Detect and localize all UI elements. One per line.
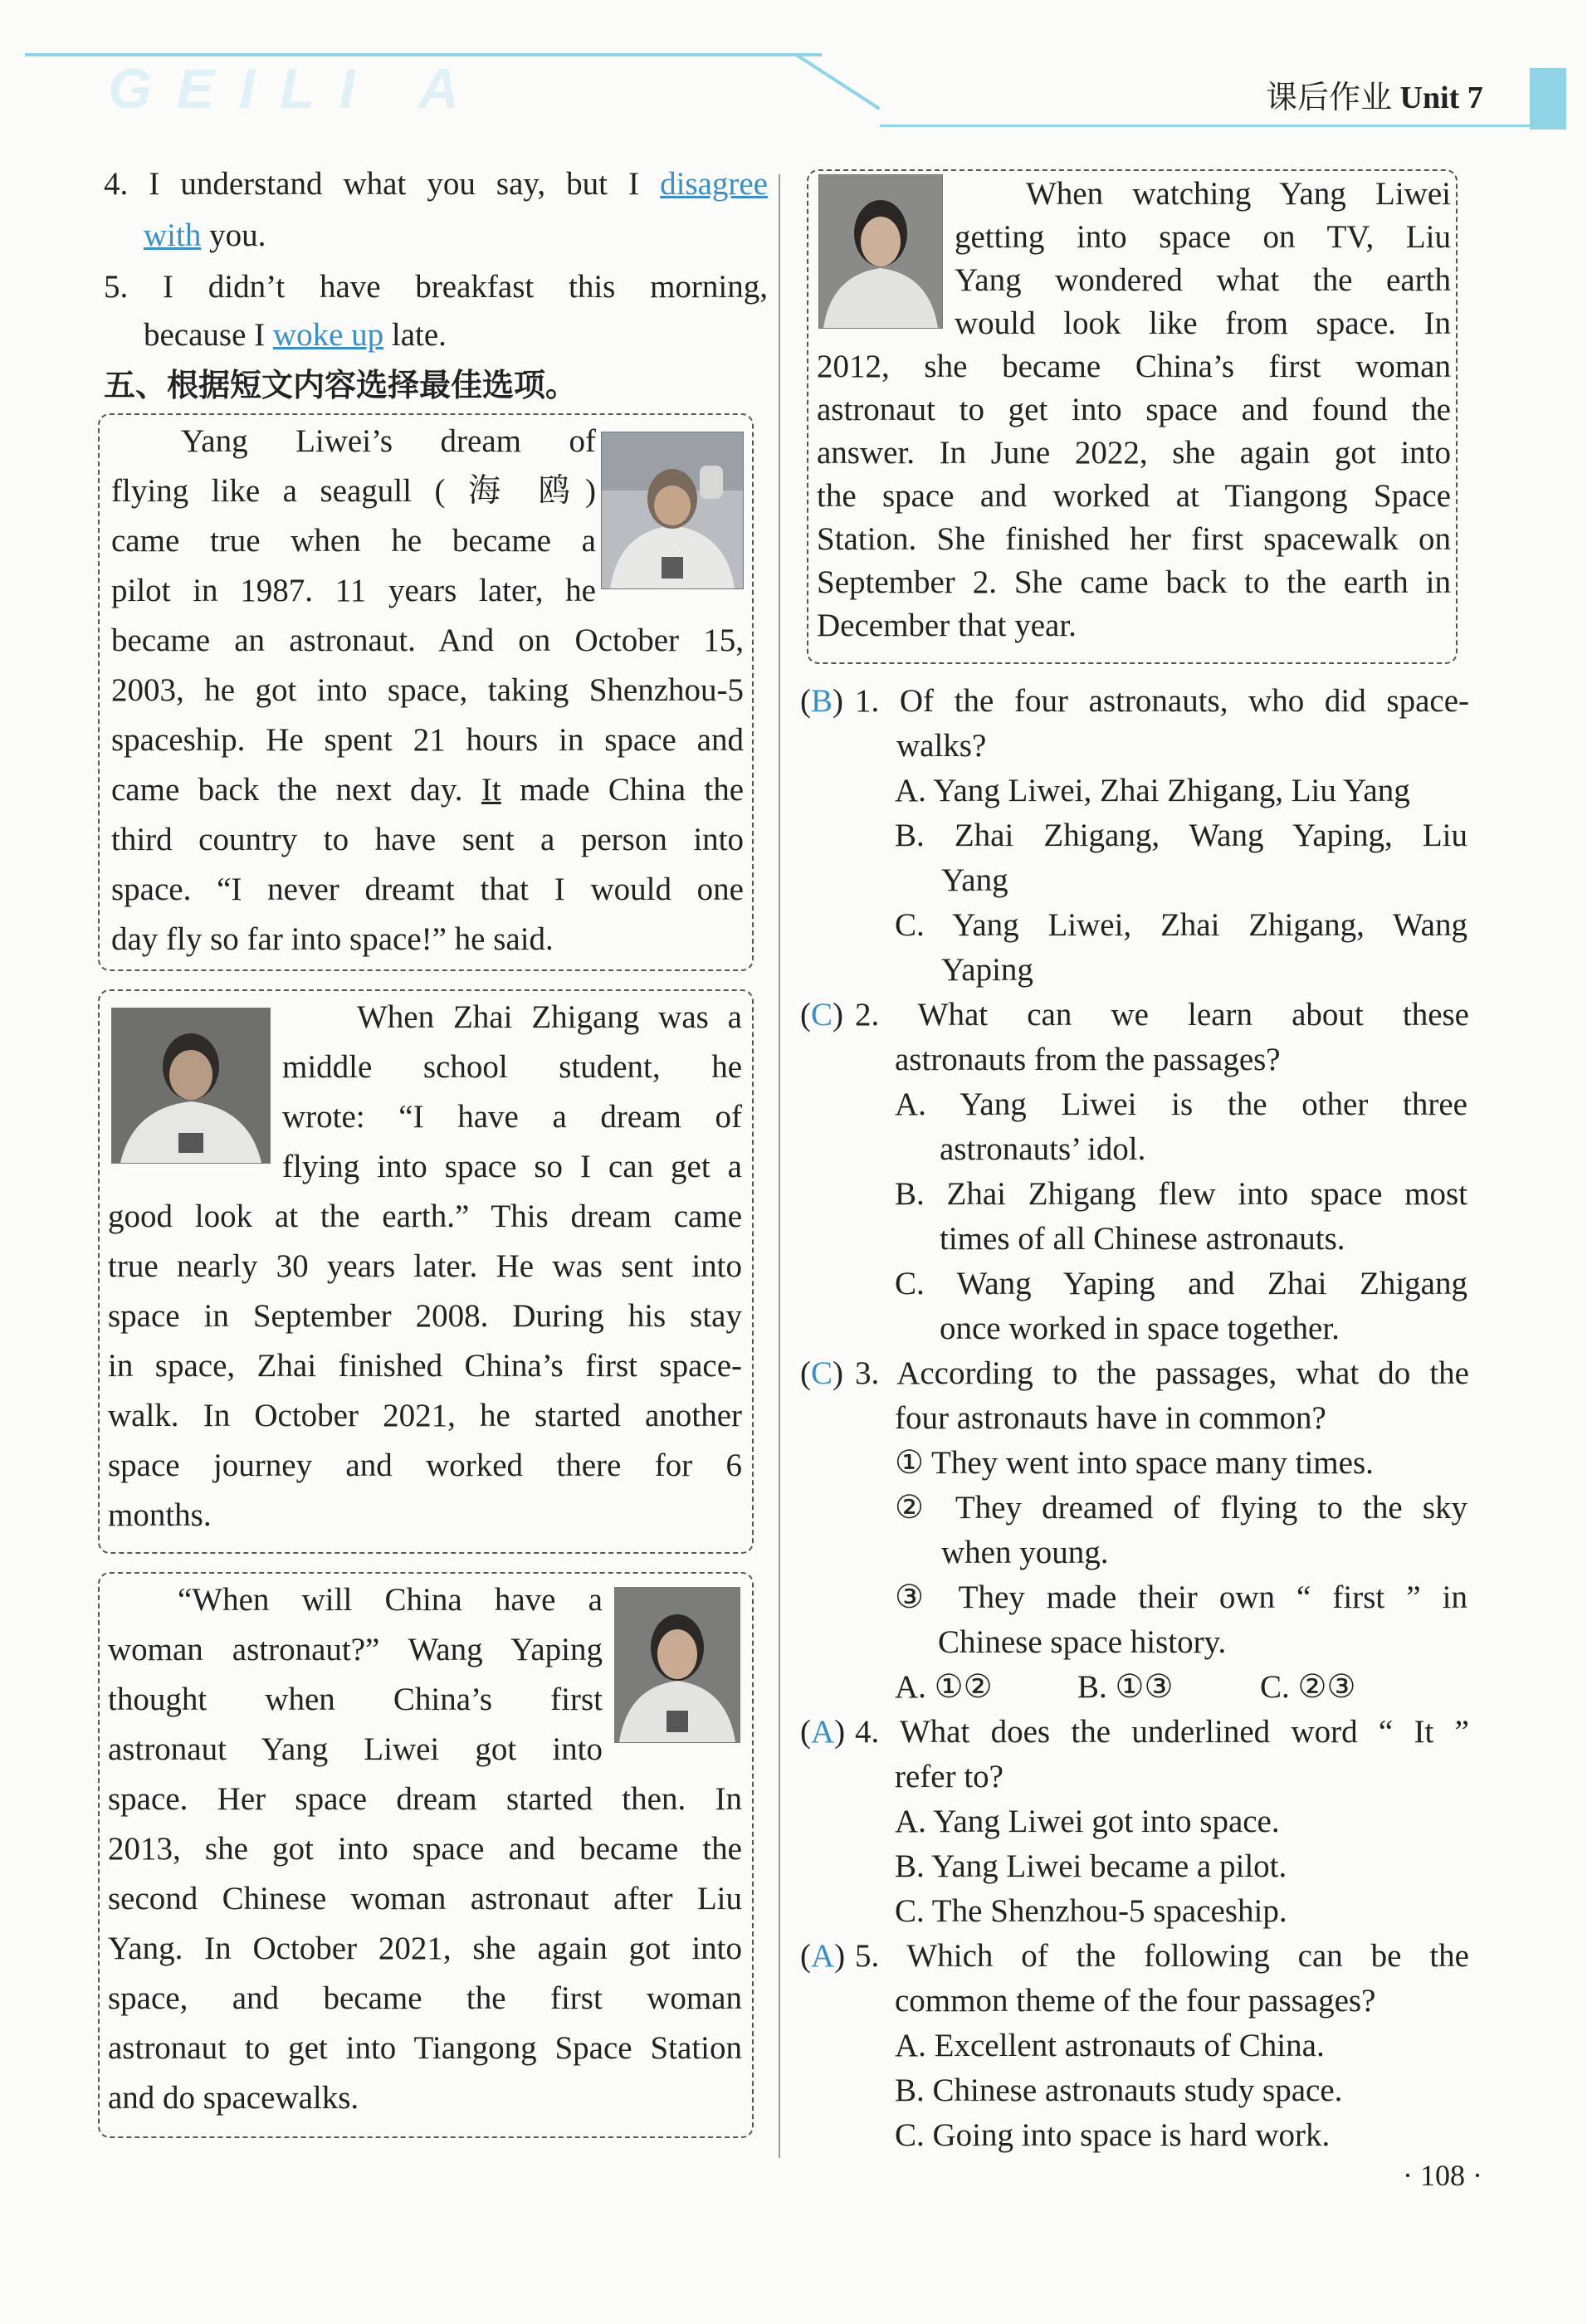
astronaut-photo-wang-yaping — [614, 1587, 740, 1743]
item-4-line2 — [144, 211, 266, 261]
passage-1-line: spaceship. He spent 21 hours in space and — [111, 722, 744, 758]
astronaut-photo-yang-liwei — [601, 432, 744, 589]
item-5-text-end: late. — [391, 317, 447, 353]
q4-stem: 4. What does the underlined word “ It ” — [855, 1714, 1469, 1750]
passage-4-line: Station. She finished her first spacewalk on — [817, 521, 1451, 557]
header-title-unit: Unit 7 — [1399, 81, 1483, 115]
q1-option-a: A. Yang Liwei, Zhai Zhigang, Liu Yang — [895, 773, 1410, 808]
passage-4-line: getting into space on TV, Liu — [955, 219, 1451, 255]
q4-option-a: A. Yang Liwei got into space. — [895, 1804, 1280, 1839]
passage-2-line: flying into space so I can get a — [282, 1149, 742, 1184]
passage-4-line: answer. In June 2022, she again got into — [817, 435, 1451, 471]
item-5-line2 — [144, 310, 447, 360]
underlined-word-it: It — [481, 772, 501, 808]
q2-option-a: A. Yang Liwei is the other three — [895, 1086, 1467, 1122]
q4-answer: A — [811, 1714, 835, 1750]
q5-option-b: B. Chinese astronauts study space. — [895, 2073, 1343, 2108]
passage-1-line: day fly so far into space!” he said. — [111, 921, 554, 957]
passage-4-line: would look like from space. In — [955, 305, 1451, 341]
q2-stem: 2. What can we learn about these — [855, 997, 1469, 1033]
header-tab — [1530, 68, 1566, 129]
passage-4-line: 2012, she became China’s first woman — [817, 349, 1451, 384]
passage-1-text: came back the next day. — [111, 772, 463, 808]
passage-2-line: in space, Zhai finished China’s first space- — [108, 1348, 742, 1384]
q5-stem: 5. Which of the following can be the — [855, 1938, 1469, 1974]
passage-3-line: Yang. In October 2021, she again got into — [108, 1931, 742, 1966]
passage-3-line: space, and became the first woman — [108, 1980, 742, 2016]
passage-3-line: 2013, she got into space and became the — [108, 1831, 742, 1867]
item-4-text-end: you. — [209, 217, 266, 253]
q1-option-c: C. Yang Liwei, Zhai Zhigang, Wang — [895, 907, 1467, 943]
passage-2-line: months. — [108, 1497, 212, 1533]
q5-answer: A — [811, 1938, 835, 1974]
passage-3-line: astronaut to get into Tiangong Space Station — [108, 2030, 742, 2066]
passage-2-line: space journey and worked there for 6 — [108, 1448, 742, 1483]
passage-1-line: flying like a seagull ( 海 鸥) — [111, 473, 596, 509]
passage-2-line: wrote: “I have a dream of — [282, 1099, 742, 1135]
q5-answer-bracket: (A) — [800, 1938, 846, 1974]
section-title: 五、根据短文内容选择最佳选项。 — [104, 367, 578, 403]
q3-statement-3: ③ They made their own “ first ” in — [895, 1579, 1467, 1615]
column-divider — [779, 174, 780, 2158]
q3-statement-2: when young. — [941, 1535, 1109, 1570]
passage-1-line: Yang Liwei’s dream of — [181, 423, 596, 459]
passage-1-line: became an astronaut. And on October 15, — [111, 622, 744, 658]
q2-answer-bracket: (C) — [800, 997, 844, 1033]
q1-option-c: Yaping — [941, 952, 1033, 988]
astronaut-photo-zhai-zhigang — [111, 1008, 271, 1164]
q3-statement-3: Chinese space history. — [938, 1624, 1227, 1660]
passage-4-line: astronaut to get into space and found the — [817, 392, 1451, 427]
passage-2-line: When Zhai Zhigang was a — [357, 999, 742, 1035]
passage-2-line: good look at the earth.” This dream came — [108, 1199, 742, 1234]
q3-statement-1: ① They went into space many times. — [895, 1445, 1374, 1481]
q3-option-b: B. ①③ — [1077, 1669, 1174, 1705]
q4-stem: refer to? — [895, 1759, 1003, 1794]
passage-1-line: 2003, he got into space, taking Shenzhou-5 — [111, 672, 744, 708]
item-4-answer-1: disagree — [660, 166, 768, 202]
passage-3-line: “When will China have a — [178, 1582, 603, 1618]
q1-stem: 1. Of the four astronauts, who did space- — [855, 683, 1469, 719]
item-4-answer-2: with — [144, 217, 202, 253]
q3-answer-bracket: (C) — [800, 1355, 844, 1391]
passage-1-line — [111, 765, 744, 815]
passage-2-line: middle school student, he — [282, 1049, 742, 1085]
page-number: · 108 · — [1403, 2159, 1482, 2192]
passage-2-line: space in September 2008. During his stay — [108, 1298, 742, 1334]
q1-answer: B — [811, 683, 833, 719]
q2-option-b: B. Zhai Zhigang flew into space most — [895, 1176, 1467, 1212]
passage-2-line: walk. In October 2021, he started another — [108, 1398, 742, 1433]
q2-stem: astronauts from the passages? — [895, 1042, 1281, 1077]
q2-option-a: astronauts’ idol. — [940, 1131, 1146, 1167]
passage-4-line: September 2. She came back to the earth in — [817, 564, 1451, 600]
q2-answer: C — [811, 997, 833, 1033]
q1-option-b: B. Zhai Zhigang, Wang Yaping, Liu — [895, 818, 1467, 853]
q4-option-c: C. The Shenzhou-5 spaceship. — [895, 1893, 1287, 1929]
q2-option-c: C. Wang Yaping and Zhai Zhigang — [895, 1266, 1467, 1301]
item-4-text: 4. I understand what you say, but I — [104, 166, 640, 202]
passage-3-line: space. Her space dream started then. In — [108, 1781, 742, 1817]
q4-answer-bracket: (A) — [800, 1714, 846, 1750]
passage-4-line: December that year. — [817, 608, 1077, 643]
header-rule-lower — [880, 124, 1544, 127]
q3-answer: C — [811, 1355, 833, 1391]
q3-statement-2: ② They dreamed of flying to the sky — [895, 1490, 1467, 1526]
q5-stem: common theme of the four passages? — [895, 1983, 1376, 2019]
passage-4-line: the space and worked at Tiangong Space — [817, 478, 1451, 514]
passage-4-line: Yang wondered what the earth — [955, 262, 1451, 298]
q2-option-c: once worked in space together. — [940, 1311, 1340, 1346]
passage-1-line: came true when he became a — [111, 523, 596, 559]
item-5-line1: 5. I didn’t have breakfast this morning, — [104, 269, 768, 305]
q3-option-c: C. ②③ — [1260, 1669, 1356, 1705]
q5-option-a: A. Excellent astronauts of China. — [895, 2028, 1325, 2063]
passage-3-line: thought when China’s first — [108, 1682, 603, 1717]
header-title-cn: 课后作业 — [1266, 81, 1393, 115]
q3-stem: four astronauts have in common? — [895, 1400, 1326, 1436]
passage-1-line: space. “I never dreamt that I would one — [111, 872, 744, 907]
item-5-answer: woke up — [272, 317, 384, 353]
passage-1-line: third country to have sent a person into — [111, 822, 744, 857]
passage-3-line: and do spacewalks. — [108, 2080, 359, 2116]
item-5-text: because I — [144, 317, 266, 353]
header-watermark: GEILI A — [108, 57, 485, 120]
item-4-line1 — [104, 159, 768, 209]
header-title — [1266, 71, 1483, 117]
passage-1-line: pilot in 1987. 11 years later, he — [111, 573, 596, 608]
astronaut-photo-liu-yang — [818, 174, 943, 329]
q5-option-c: C. Going into space is hard work. — [895, 2117, 1331, 2153]
q1-answer-bracket: (B) — [800, 683, 844, 719]
passage-4-line: When watching Yang Liwei — [1026, 176, 1451, 212]
q2-option-b: times of all Chinese astronauts. — [940, 1221, 1345, 1257]
q1-option-b: Yang — [941, 862, 1008, 898]
passage-3-line: second Chinese woman astronaut after Liu — [108, 1881, 742, 1916]
q4-option-b: B. Yang Liwei became a pilot. — [895, 1848, 1287, 1884]
q3-option-a: A. ①② — [895, 1669, 993, 1705]
q1-stem: walks? — [896, 728, 987, 764]
passage-3-line: astronaut Yang Liwei got into — [108, 1731, 603, 1767]
header-rule-diagonal — [795, 53, 881, 110]
passage-1-text: made China the — [520, 772, 745, 808]
passage-3-line: woman astronaut?” Wang Yaping — [108, 1632, 603, 1667]
q3-stem: 3. According to the passages, what do the — [855, 1355, 1469, 1391]
passage-2-line: true nearly 30 years later. He was sent into — [108, 1248, 742, 1284]
